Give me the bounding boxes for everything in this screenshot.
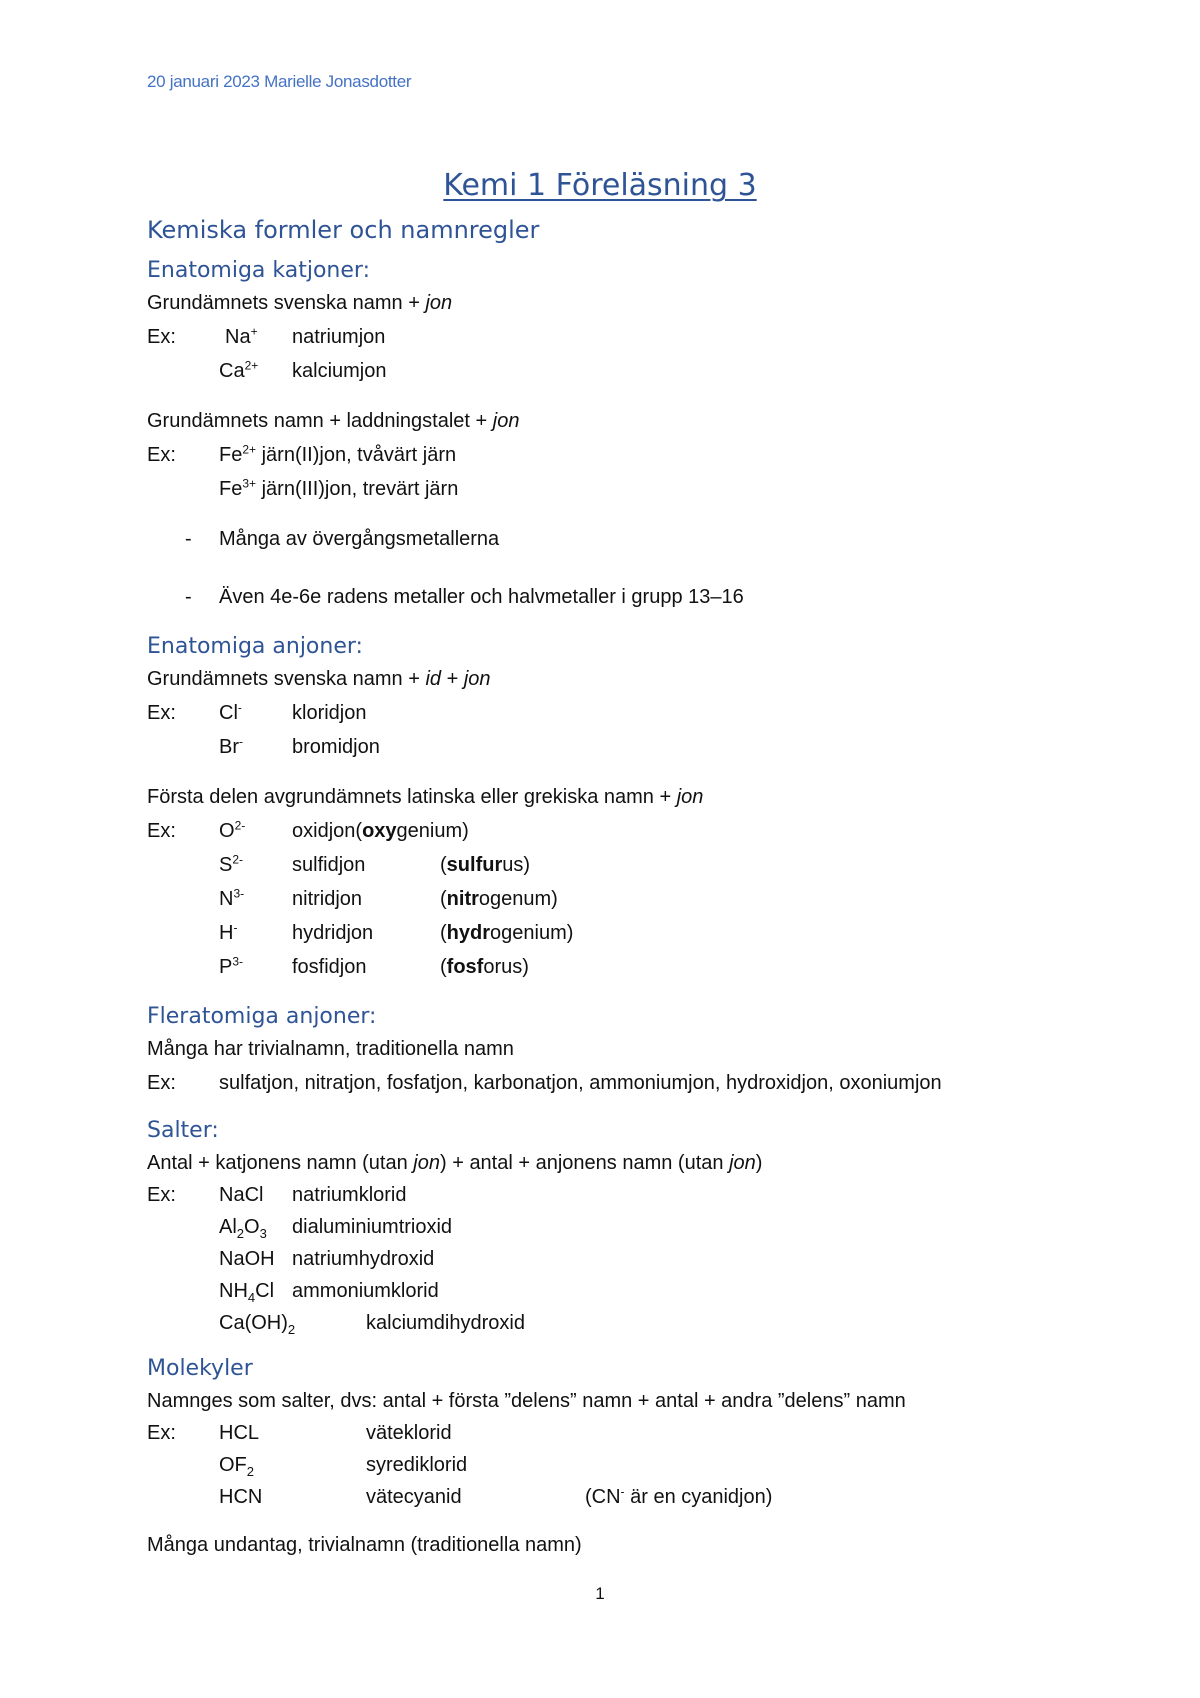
salt-name: natriumklorid — [292, 1184, 407, 1206]
cations-heading: Enatomiga katjoner: — [147, 258, 370, 283]
list-item: Även 4e-6e radens metaller och halvmetaller i grupp 13–16 — [219, 586, 744, 608]
salt-name: ammoniumklorid — [292, 1280, 439, 1302]
ex-label: Ex: — [147, 1072, 176, 1094]
formula: $N^{3-}$ — [219, 886, 245, 910]
anions-rule-1: Grundämnets svenska namn + id + jon — [147, 668, 491, 690]
cations-rule-2: Grundämnets namn + laddningstalet + jon — [147, 410, 520, 432]
salt-name: natriumhydroxid — [292, 1248, 435, 1270]
salt-name: kalciumdihydroxid — [366, 1312, 525, 1334]
list-item: Många av övergångsmetallerna — [219, 528, 500, 550]
ion-name: hydridjon — [292, 922, 374, 944]
ex-label: Ex: — [147, 820, 176, 842]
formula: $P^{3-}$ — [219, 954, 244, 978]
molecule-note: (CN- är en cyanidjon) — [585, 1484, 773, 1508]
page-header: 20 januari 2023 Marielle Jonasdotter — [147, 72, 412, 91]
ex-label: Ex: — [147, 444, 176, 466]
ex-label: Ex: — [147, 326, 176, 348]
ion-name-latin: oxidjon(oxygenium) — [292, 820, 469, 842]
salt-formula: NaOH — [219, 1248, 275, 1270]
ion-name: natriumjon — [292, 326, 386, 348]
bullet-dash: - — [185, 586, 192, 608]
molecules-rule: Namnges som salter, dvs: antal + första ”delens” namn + antal + andra ”delens” namn — [147, 1390, 906, 1412]
formula: Na+ — [225, 324, 258, 348]
molecules-footer: Många undantag, trivialnamn (traditionella namn) — [147, 1534, 582, 1556]
ion-name: bromidjon — [292, 736, 380, 758]
formula: Cl- — [219, 700, 242, 724]
polyatomic-heading: Fleratomiga anjoner: — [147, 1004, 377, 1029]
formula-with-name: $Fe^{2+}$ järn(II)jon, tvåvärt järn — [219, 442, 457, 466]
page-subtitle: Kemiska formler och namnregler — [147, 216, 540, 244]
cations-rule-1: Grundämnets svenska namn + jon — [147, 292, 453, 314]
molecule-name: väteklorid — [366, 1422, 452, 1444]
latin-name: (fosforus) — [440, 956, 529, 978]
ion-name: sulfidjon — [292, 854, 366, 876]
latin-name: (hydrogenium) — [440, 922, 574, 944]
ex-label: Ex: — [147, 702, 176, 724]
salts-rule: Antal + katjonens namn (utan jon) + antal + anjonens namn (utan jon) — [147, 1152, 763, 1174]
salts-heading: Salter: — [147, 1118, 219, 1143]
formula: Br- — [219, 734, 243, 758]
polyatomic-rule: Många har trivialnamn, traditionella namn — [147, 1038, 514, 1060]
salt-formula: $Al_2O_3$ — [219, 1216, 267, 1241]
formula: $Ca^{2+}$ — [219, 358, 259, 382]
ion-name: nitridjon — [292, 888, 363, 910]
molecule-name: vätecyanid — [366, 1486, 462, 1508]
ion-name: kloridjon — [292, 702, 367, 724]
formula-with-name: $Fe^{3+}$ järn(III)jon, trevärt järn — [219, 476, 459, 500]
ion-name: kalciumjon — [292, 360, 387, 382]
molecule-formula: $OF_2$ — [219, 1454, 255, 1479]
latin-name: (nitrogenum) — [440, 888, 558, 910]
molecules-heading: Molekyler — [147, 1356, 253, 1381]
formula: H- — [219, 920, 238, 944]
formula: $S^{2-}$ — [219, 852, 244, 876]
ex-label: Ex: — [147, 1422, 176, 1444]
ex-label: Ex: — [147, 1184, 176, 1206]
anions-heading: Enatomiga anjoner: — [147, 634, 363, 659]
formula: $O^{2-}$ — [219, 818, 246, 842]
polyatomic-examples: sulfatjon, nitratjon, fosfatjon, karbonatjon, ammoniumjon, hydroxidjon, oxoniumjon — [219, 1072, 942, 1094]
molecule-formula: HCN — [219, 1486, 263, 1508]
salt-formula: NaCl — [219, 1184, 264, 1206]
salt-formula: $Ca(OH)_2$ — [219, 1312, 296, 1337]
ion-name: fosfidjon — [292, 956, 367, 978]
molecule-name: syrediklorid — [366, 1454, 468, 1476]
anions-rule-2: Första delen avgrundämnets latinska eller grekiska namn + jon — [147, 786, 704, 808]
latin-name: (sulfurus) — [440, 854, 531, 876]
salt-formula: $NH_4Cl$ — [219, 1280, 275, 1305]
page-title: Kemi 1 Föreläsning 3 — [443, 168, 757, 203]
bullet-dash: - — [185, 528, 192, 550]
molecule-formula: HCL — [219, 1422, 260, 1444]
salt-name: dialuminiumtrioxid — [292, 1216, 453, 1238]
page-number: 1 — [595, 1584, 605, 1603]
